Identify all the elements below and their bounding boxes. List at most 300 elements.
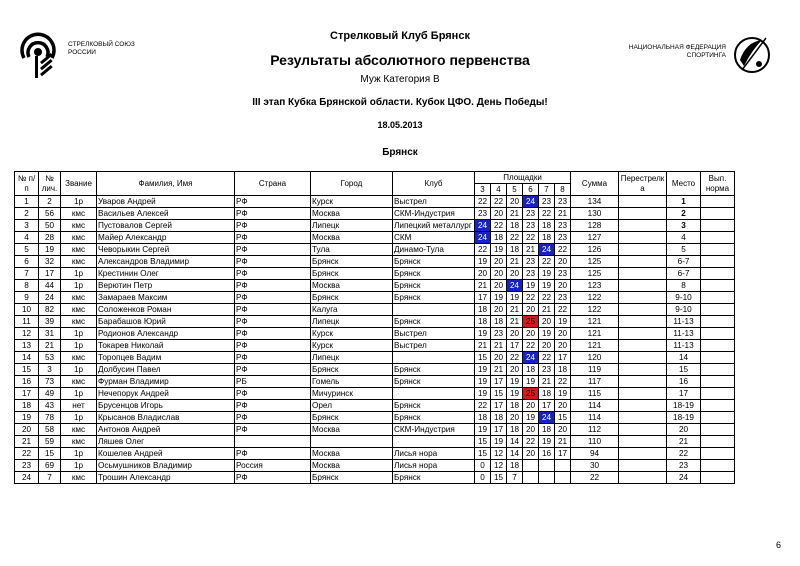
table-row: [15, 220, 735, 232]
license-cell: 58: [39, 424, 61, 436]
total-score-cell: 121: [571, 340, 619, 352]
norm-cell: [701, 232, 735, 244]
rank-cell: 1р: [61, 280, 97, 292]
ground-score-cell: 20: [555, 400, 571, 412]
rank-cell: 1р: [61, 412, 97, 424]
event-date: 18.05.2013: [377, 120, 423, 130]
shootoff-cell: [619, 304, 667, 316]
ground-score-cell: 23: [555, 220, 571, 232]
ground-score-cell: 21: [539, 376, 555, 388]
row-number-cell: 4: [15, 232, 39, 244]
shootoff-cell: [619, 424, 667, 436]
shootoff-cell: [619, 328, 667, 340]
place-cell: 11-13: [667, 316, 701, 328]
shootoff-cell: [619, 280, 667, 292]
city-cell: Орел: [311, 400, 393, 412]
ground-number-header: 6: [523, 184, 539, 196]
row-number-cell: 3: [15, 220, 39, 232]
club-cell: Выстрел: [393, 340, 475, 352]
norm-cell: [701, 436, 735, 448]
place-cell: 18-19: [667, 412, 701, 424]
row-number-cell: 19: [15, 412, 39, 424]
page-number: 6: [776, 540, 782, 550]
ground-score-cell: 18: [539, 232, 555, 244]
place-cell: 6-7: [667, 256, 701, 268]
license-cell: 17: [39, 268, 61, 280]
ground-score-cell: 19: [475, 388, 491, 400]
city-cell: Брянск: [311, 268, 393, 280]
ground-score-cell: 18: [507, 460, 523, 472]
table-row: [15, 280, 735, 292]
rank-cell: кмс: [61, 304, 97, 316]
shootoff-cell: [619, 400, 667, 412]
license-cell: 44: [39, 280, 61, 292]
ground-score-cell: 20: [555, 340, 571, 352]
ground-score-cell: 21: [539, 304, 555, 316]
row-number-cell: 15: [15, 364, 39, 376]
row-number-cell: 21: [15, 436, 39, 448]
norm-cell: [701, 376, 735, 388]
city-cell: Липецк: [311, 316, 393, 328]
ground-score-cell: 21: [507, 208, 523, 220]
athlete-name-cell: Антонов Андрей: [97, 424, 235, 436]
place-cell: 20: [667, 424, 701, 436]
place-cell: 11-13: [667, 328, 701, 340]
club-cell: Выстрел: [393, 328, 475, 340]
ground-score-cell: 18: [491, 232, 507, 244]
ground-score-cell: [555, 460, 571, 472]
rank-cell: кмс: [61, 220, 97, 232]
total-score-cell: 134: [571, 196, 619, 208]
total-score-cell: 127: [571, 232, 619, 244]
shootoff-cell: [619, 364, 667, 376]
city-cell: Гомель: [311, 376, 393, 388]
ground-score-cell: 19: [491, 244, 507, 256]
ground-score-cell: 16: [539, 448, 555, 460]
total-score-cell: 22: [571, 472, 619, 484]
event-city: Брянск: [382, 147, 418, 158]
club-cell: Брянск: [393, 364, 475, 376]
shootoff-cell: [619, 268, 667, 280]
ground-score-cell: 18: [555, 364, 571, 376]
norm-cell: [701, 424, 735, 436]
ground-score-cell: 18: [507, 244, 523, 256]
country-cell: РФ: [235, 316, 311, 328]
ground-score-cell: 12: [491, 448, 507, 460]
norm-cell: [701, 196, 735, 208]
license-cell: 2: [39, 196, 61, 208]
total-score-cell: 125: [571, 256, 619, 268]
ground-score-cell: 20: [507, 412, 523, 424]
ground-score-cell: 20: [491, 208, 507, 220]
city-cell: Липецк: [311, 352, 393, 364]
license-cell: 31: [39, 328, 61, 340]
ground-score-cell: 19: [475, 328, 491, 340]
ground-score-cell: 20: [523, 304, 539, 316]
total-score-cell: 119: [571, 364, 619, 376]
place-cell: 18-19: [667, 400, 701, 412]
shootoff-cell: [619, 256, 667, 268]
club-cell: Брянск: [393, 412, 475, 424]
city-cell: Брянск: [311, 412, 393, 424]
city-cell: Тула: [311, 244, 393, 256]
table-row: [15, 448, 735, 460]
norm-cell: [701, 256, 735, 268]
ground-number-header: 5: [507, 184, 523, 196]
ground-score-cell: 19: [539, 280, 555, 292]
ground-score-cell: 20: [507, 196, 523, 208]
norm-cell: [701, 472, 735, 484]
row-number-cell: 16: [15, 376, 39, 388]
row-number-cell: 5: [15, 244, 39, 256]
org-right-line2: СПОРТИНГА: [686, 52, 726, 59]
ground-score-cell: 24: [523, 196, 539, 208]
col-rank-header: Звание: [61, 172, 97, 196]
ground-score-cell: 20: [523, 448, 539, 460]
country-cell: РФ: [235, 268, 311, 280]
ground-score-cell: 22: [475, 400, 491, 412]
club-cell: Брянск: [393, 400, 475, 412]
club-cell: Лисья нора: [393, 448, 475, 460]
table-row: [15, 340, 735, 352]
ground-score-cell: 15: [475, 436, 491, 448]
ground-score-cell: 15: [475, 448, 491, 460]
ground-score-cell: 20: [491, 352, 507, 364]
ground-score-cell: 21: [475, 340, 491, 352]
table-row: [15, 376, 735, 388]
rank-cell: кмс: [61, 376, 97, 388]
table-row: [15, 460, 735, 472]
total-score-cell: 123: [571, 280, 619, 292]
license-cell: 50: [39, 220, 61, 232]
ground-score-cell: 22: [555, 304, 571, 316]
country-cell: РФ: [235, 244, 311, 256]
rank-cell: 1р: [61, 340, 97, 352]
ground-score-cell: 21: [523, 244, 539, 256]
ground-score-cell: 19: [507, 388, 523, 400]
country-cell: РФ: [235, 196, 311, 208]
country-cell: РФ: [235, 412, 311, 424]
ground-score-cell: 20: [475, 268, 491, 280]
country-cell: РФ: [235, 256, 311, 268]
place-cell: 11-13: [667, 340, 701, 352]
ground-score-cell: 19: [491, 436, 507, 448]
row-number-cell: 14: [15, 352, 39, 364]
ground-score-cell: 17: [491, 376, 507, 388]
rank-cell: нет: [61, 400, 97, 412]
club-cell: СКМ-Индустрия: [393, 424, 475, 436]
ground-score-cell: 20: [507, 328, 523, 340]
place-cell: 14: [667, 352, 701, 364]
ground-score-cell: 17: [491, 424, 507, 436]
table-row: [15, 436, 735, 448]
ground-score-cell: 22: [491, 196, 507, 208]
ground-score-cell: 19: [523, 280, 539, 292]
country-cell: РБ: [235, 376, 311, 388]
athlete-name-cell: Верютин Петр: [97, 280, 235, 292]
shootoff-cell: [619, 196, 667, 208]
ground-score-cell: 22: [523, 232, 539, 244]
ground-score-cell: 23: [555, 292, 571, 304]
athlete-name-cell: Нечепорук Андрей: [97, 388, 235, 400]
club-cell: СКМ-Индустрия: [393, 208, 475, 220]
city-cell: Москва: [311, 280, 393, 292]
city-cell: Москва: [311, 232, 393, 244]
total-score-cell: 110: [571, 436, 619, 448]
ground-score-cell: 20: [555, 328, 571, 340]
ground-score-cell: 22: [539, 292, 555, 304]
ground-score-cell: 20: [523, 424, 539, 436]
row-number-cell: 12: [15, 328, 39, 340]
license-cell: 53: [39, 352, 61, 364]
rank-cell: кмс: [61, 424, 97, 436]
ground-score-cell: 22: [555, 376, 571, 388]
place-cell: 1: [667, 196, 701, 208]
total-score-cell: 122: [571, 304, 619, 316]
rank-cell: 1р: [61, 388, 97, 400]
rank-cell: кмс: [61, 352, 97, 364]
city-cell: Брянск: [311, 472, 393, 484]
city-cell: Курск: [311, 340, 393, 352]
ground-score-cell: 18: [507, 400, 523, 412]
shootoff-cell: [619, 376, 667, 388]
ground-score-cell: 18: [539, 388, 555, 400]
rank-cell: 1р: [61, 460, 97, 472]
rank-cell: кмс: [61, 472, 97, 484]
ground-score-cell: 23: [491, 328, 507, 340]
table-body: [15, 196, 735, 484]
ground-score-cell: 14: [507, 436, 523, 448]
ground-score-cell: 19: [555, 388, 571, 400]
ground-score-cell: [523, 460, 539, 472]
row-number-cell: 13: [15, 340, 39, 352]
license-cell: 56: [39, 208, 61, 220]
ground-score-cell: 0: [475, 472, 491, 484]
ground-score-cell: 18: [475, 304, 491, 316]
ground-score-cell: 19: [475, 364, 491, 376]
ground-score-cell: 18: [491, 412, 507, 424]
ground-score-cell: 18: [539, 220, 555, 232]
country-cell: РФ: [235, 208, 311, 220]
norm-cell: [701, 412, 735, 424]
place-cell: 16: [667, 376, 701, 388]
shootoff-cell: [619, 352, 667, 364]
country-cell: РФ: [235, 328, 311, 340]
table-row: [15, 316, 735, 328]
rank-cell: 1р: [61, 448, 97, 460]
org-left-line1: СТРЕЛКОВЫЙ СОЮЗ: [68, 41, 135, 48]
rank-cell: кмс: [61, 232, 97, 244]
ground-score-cell: 19: [539, 268, 555, 280]
table-row: [15, 328, 735, 340]
city-cell: [311, 436, 393, 448]
rank-cell: кмс: [61, 244, 97, 256]
place-cell: 9-10: [667, 292, 701, 304]
row-number-cell: 23: [15, 460, 39, 472]
norm-cell: [701, 304, 735, 316]
ground-score-cell: 21: [507, 256, 523, 268]
ground-number-header: 4: [491, 184, 507, 196]
table-row: [15, 400, 735, 412]
ground-score-cell: [539, 472, 555, 484]
country-cell: РФ: [235, 352, 311, 364]
shootoff-cell: [619, 460, 667, 472]
total-score-cell: 121: [571, 316, 619, 328]
ground-score-cell: 23: [523, 256, 539, 268]
license-cell: 3: [39, 364, 61, 376]
ground-score-cell: 18: [539, 424, 555, 436]
norm-cell: [701, 364, 735, 376]
total-score-cell: 114: [571, 400, 619, 412]
place-cell: 4: [667, 232, 701, 244]
license-cell: 69: [39, 460, 61, 472]
city-cell: Мичуринск: [311, 388, 393, 400]
ground-score-cell: 0: [475, 460, 491, 472]
rank-cell: кмс: [61, 292, 97, 304]
ground-score-cell: 18: [507, 424, 523, 436]
shootoff-cell: [619, 220, 667, 232]
place-cell: 24: [667, 472, 701, 484]
table-row: [15, 256, 735, 268]
table-row: [15, 304, 735, 316]
ground-score-cell: 19: [555, 316, 571, 328]
ground-score-cell: 19: [491, 292, 507, 304]
country-cell: РФ: [235, 364, 311, 376]
norm-cell: [701, 340, 735, 352]
shootoff-cell: [619, 340, 667, 352]
license-cell: 78: [39, 412, 61, 424]
city-cell: Москва: [311, 424, 393, 436]
row-number-cell: 18: [15, 400, 39, 412]
row-number-cell: 11: [15, 316, 39, 328]
ground-score-cell: 15: [475, 352, 491, 364]
norm-cell: [701, 280, 735, 292]
total-score-cell: 121: [571, 328, 619, 340]
table-row: [15, 232, 735, 244]
ground-score-cell: 19: [475, 376, 491, 388]
ground-score-cell: 22: [555, 244, 571, 256]
row-number-cell: 8: [15, 280, 39, 292]
city-cell: Москва: [311, 460, 393, 472]
rank-cell: кмс: [61, 256, 97, 268]
ground-score-cell: 14: [507, 448, 523, 460]
col-country-header: Страна: [235, 172, 311, 196]
ground-score-cell: 12: [491, 460, 507, 472]
ground-score-cell: 21: [507, 304, 523, 316]
row-number-cell: 6: [15, 256, 39, 268]
norm-cell: [701, 400, 735, 412]
ground-score-cell: 23: [539, 364, 555, 376]
col-norm-header: Вып. норма: [701, 172, 735, 196]
license-cell: 7: [39, 472, 61, 484]
ground-score-cell: 25: [523, 388, 539, 400]
ground-score-cell: 18: [523, 364, 539, 376]
license-cell: 19: [39, 244, 61, 256]
ground-score-cell: 22: [539, 352, 555, 364]
ground-score-cell: 20: [491, 280, 507, 292]
ground-number-header: 7: [539, 184, 555, 196]
country-cell: Россия: [235, 460, 311, 472]
club-cell: Липецкий металлург: [393, 220, 475, 232]
athlete-name-cell: Пустовалов Сергей: [97, 220, 235, 232]
ground-score-cell: 25: [523, 316, 539, 328]
ground-score-cell: [523, 472, 539, 484]
license-cell: 32: [39, 256, 61, 268]
ground-score-cell: 22: [475, 196, 491, 208]
row-number-cell: 9: [15, 292, 39, 304]
ground-score-cell: 18: [475, 316, 491, 328]
total-score-cell: 128: [571, 220, 619, 232]
ground-score-cell: 17: [475, 292, 491, 304]
country-cell: РФ: [235, 280, 311, 292]
athlete-name-cell: Уваров Андрей: [97, 196, 235, 208]
ground-score-cell: 19: [475, 424, 491, 436]
ground-score-cell: 22: [523, 292, 539, 304]
ground-score-cell: 22: [507, 352, 523, 364]
table-row: [15, 244, 735, 256]
ground-score-cell: 23: [555, 232, 571, 244]
city-cell: Курск: [311, 328, 393, 340]
license-cell: 49: [39, 388, 61, 400]
table-row: [15, 424, 735, 436]
total-score-cell: 115: [571, 388, 619, 400]
ground-score-cell: 23: [523, 208, 539, 220]
table-row: [15, 472, 735, 484]
license-cell: 82: [39, 304, 61, 316]
page-title: Результаты абсолютного первенства: [270, 52, 530, 68]
place-cell: 23: [667, 460, 701, 472]
license-cell: 39: [39, 316, 61, 328]
table-row: [15, 352, 735, 364]
total-score-cell: 94: [571, 448, 619, 460]
club-cell: Брянск: [393, 292, 475, 304]
city-cell: Курск: [311, 196, 393, 208]
table-row: [15, 388, 735, 400]
row-number-cell: 22: [15, 448, 39, 460]
club-cell: Брянск: [393, 256, 475, 268]
ground-number-header: 8: [555, 184, 571, 196]
city-cell: Липецк: [311, 220, 393, 232]
ground-score-cell: 20: [507, 268, 523, 280]
norm-cell: [701, 292, 735, 304]
country-cell: РФ: [235, 340, 311, 352]
event-title: III этап Кубка Брянской области. Кубок ЦФО. День Победы!: [252, 97, 548, 108]
table-row: [15, 292, 735, 304]
place-cell: 6-7: [667, 268, 701, 280]
norm-cell: [701, 448, 735, 460]
rank-cell: кмс: [61, 208, 97, 220]
club-cell: [393, 388, 475, 400]
ground-score-cell: 20: [523, 328, 539, 340]
country-cell: РФ: [235, 220, 311, 232]
col-club-header: Клуб: [393, 172, 475, 196]
athlete-name-cell: Фурман Владимир: [97, 376, 235, 388]
ground-score-cell: 20: [539, 340, 555, 352]
license-cell: 24: [39, 292, 61, 304]
city-cell: Москва: [311, 448, 393, 460]
ground-score-cell: [539, 460, 555, 472]
athlete-name-cell: Александров Владимир: [97, 256, 235, 268]
ground-number-header: 3: [475, 184, 491, 196]
ground-score-cell: 20: [507, 364, 523, 376]
athlete-name-cell: Крысанов Владислав: [97, 412, 235, 424]
ground-score-cell: 18: [475, 412, 491, 424]
ground-score-cell: 24: [539, 412, 555, 424]
ground-score-cell: 21: [555, 208, 571, 220]
rank-cell: 1р: [61, 364, 97, 376]
col-place-header: Место: [667, 172, 701, 196]
rank-cell: кмс: [61, 316, 97, 328]
